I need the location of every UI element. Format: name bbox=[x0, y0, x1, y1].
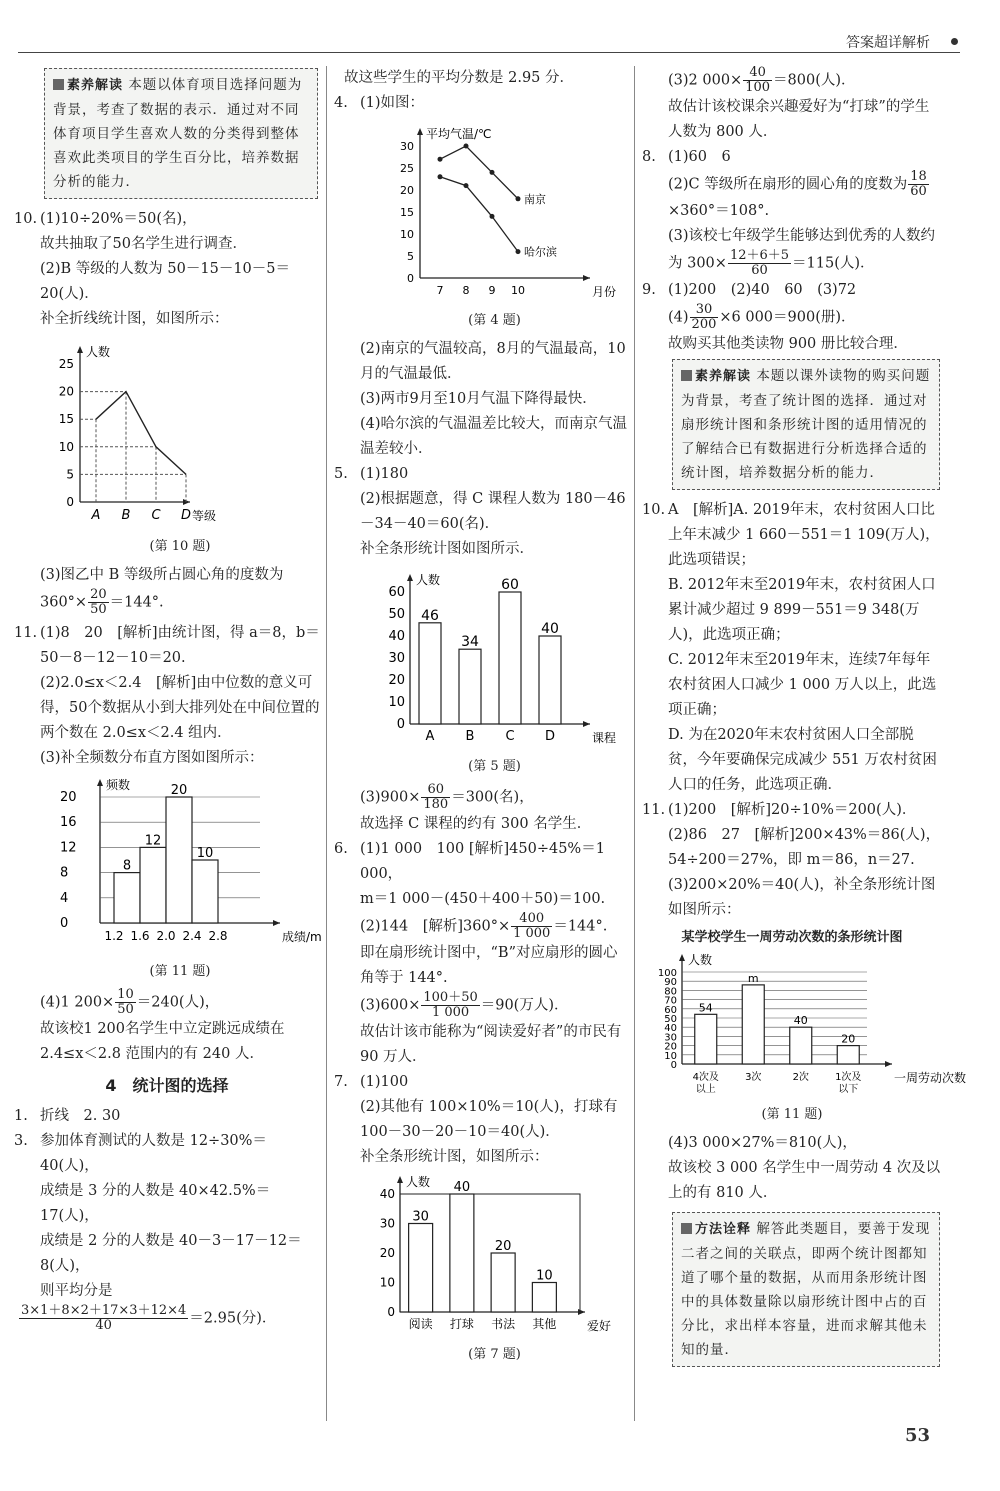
answer-11 bbox=[642, 798, 942, 923]
y-tick-label: 20 bbox=[60, 790, 77, 805]
bar bbox=[166, 797, 192, 923]
x-tick-label: 以上 bbox=[695, 1084, 716, 1095]
column-divider bbox=[326, 66, 327, 1421]
x-tick-label: 书法 bbox=[491, 1317, 516, 1331]
box-tag: 素养解读 bbox=[681, 369, 751, 384]
data-label: 40 bbox=[453, 1180, 471, 1195]
denominator: 1 000 bbox=[513, 926, 551, 941]
fraction bbox=[690, 303, 719, 332]
column-divider bbox=[634, 66, 635, 1421]
data-point bbox=[464, 183, 469, 188]
y-axis-label: 平均气温/℃ bbox=[426, 127, 492, 141]
answer-line: (1)200 [解析]20÷10%＝200(人)． bbox=[668, 802, 917, 818]
x-arrow-icon bbox=[885, 1061, 892, 1067]
y-tick-label: 20 bbox=[664, 1041, 677, 1053]
numerator: 30 bbox=[690, 303, 719, 318]
y-tick-label: 30 bbox=[664, 1032, 677, 1044]
y-tick-label: 0 bbox=[387, 1305, 395, 1319]
answer-3 bbox=[14, 1129, 320, 1304]
answer-line: (2)86 27 [解析]200×43%＝86(人)，54÷200＝27%，即 m＝86，n＝27. bbox=[668, 827, 941, 868]
y-tick-label: 0 bbox=[66, 495, 74, 509]
numerator: 60 bbox=[421, 783, 450, 798]
answer-line: (1)10÷20%＝50(名)， bbox=[40, 211, 197, 227]
answer-line: 补全折线统计图，如图所示： bbox=[40, 311, 229, 327]
x-axis-label: 一周劳动次数 bbox=[894, 1071, 967, 1085]
y-arrow-icon bbox=[417, 128, 423, 135]
data-label: 60 bbox=[501, 577, 519, 593]
y-tick-label: 20 bbox=[388, 673, 405, 688]
x-tick-label: B bbox=[465, 729, 475, 744]
data-label: 30 bbox=[412, 1209, 429, 1225]
y-tick-label: 20 bbox=[400, 184, 414, 197]
x-tick-label: 2次 bbox=[792, 1072, 809, 1083]
data-point bbox=[438, 174, 443, 179]
data-point bbox=[490, 170, 495, 175]
answer-line: 成绩是 3 分的人数是 40×42.5%＝17(人)， bbox=[40, 1183, 271, 1224]
figure-caption: (第 11 题) bbox=[149, 964, 211, 979]
y-tick-label: 10 bbox=[664, 1050, 677, 1062]
question-number: 6. bbox=[334, 841, 348, 857]
numerator: 10 bbox=[117, 987, 134, 1002]
answer-line: 故该校1 200名学生中立定跳远成绩在 2.4≤x＜2.8 范围内的有 240 人． bbox=[40, 1021, 285, 1062]
y-tick-label: 50 bbox=[388, 607, 405, 622]
answer-line: (3)图乙中 B 等级所占圆心角的度数为 360°× bbox=[40, 567, 284, 611]
y-tick-label: 30 bbox=[400, 140, 414, 153]
answer-line: 即在扇形统计图中，“B”对应扇形的圆心角等于 144°. bbox=[360, 945, 618, 986]
series-line bbox=[440, 146, 518, 199]
answer-line: (1)100 bbox=[360, 1074, 409, 1090]
fraction bbox=[421, 783, 450, 812]
answer-line: 故估计该校课余兴趣爱好为“打球”的学生人数为 800 人． bbox=[668, 99, 930, 140]
y-arrow-icon bbox=[77, 346, 83, 353]
figure-caption: (第 11 题) bbox=[761, 1107, 823, 1122]
y-tick-label: 25 bbox=[58, 357, 74, 371]
fraction bbox=[728, 249, 791, 278]
fraction bbox=[19, 1304, 188, 1333]
answer-line: (3)600× bbox=[360, 997, 421, 1014]
question-number: 4. bbox=[334, 95, 348, 111]
chart-fig11 bbox=[40, 773, 322, 959]
answer-line: (3)2 000× bbox=[668, 72, 743, 89]
answer-line: (1)180 bbox=[360, 466, 409, 482]
question-number: 8. bbox=[642, 149, 656, 165]
answer-line: (4)哈尔滨的气温温差比较大，而南京气温温差较小． bbox=[360, 416, 628, 457]
answer-line: (3)两市9月至10月气温下降得最快． bbox=[360, 391, 597, 407]
numerator: 20 bbox=[90, 587, 107, 602]
chart-fig7 bbox=[360, 1172, 620, 1342]
y-tick-label: 30 bbox=[388, 651, 405, 666]
numerator: 100＋50 bbox=[423, 990, 478, 1005]
x-tick-label: A bbox=[425, 729, 435, 744]
answer-line: (1)如图： bbox=[360, 95, 425, 111]
numerator: 3×1＋8×2＋17×3＋12×4 bbox=[21, 1303, 187, 1318]
answer-line: D. 为在2020年末农村贫困人口全部脱贫，今年要确保完成减少 551 万农村贫困人口的任务，此选项正确． bbox=[668, 727, 937, 793]
y-arrow-icon bbox=[397, 1176, 403, 1183]
x-tick-label: 1.6 bbox=[130, 929, 150, 943]
y-tick-label: 40 bbox=[664, 1023, 677, 1035]
box-text: 本题以体育项目选择问题为背景，考查了数据的表示．通过对不同体育项目学生喜欢人数的分类得到整体喜欢此类项目的学生百分比，培养数据分析的能力． bbox=[53, 77, 303, 190]
y-arrow-icon bbox=[407, 574, 413, 581]
answer-line: 故这些学生的平均分数是 2.95 分． bbox=[344, 70, 575, 86]
question-number: 5. bbox=[334, 466, 348, 482]
bar bbox=[695, 1014, 717, 1064]
x-axis-label: 月份 bbox=[592, 285, 617, 299]
bar bbox=[419, 623, 441, 724]
bar bbox=[790, 1027, 812, 1064]
answer-line: (1)200 (2)40 60 (3)72 bbox=[668, 282, 857, 298]
question-number: 11. bbox=[14, 625, 38, 641]
y-tick-label: 10 bbox=[379, 1275, 395, 1290]
answer-line: 故购买其他类读物 900 册比较合理． bbox=[668, 336, 908, 352]
x-axis-label: 课程 bbox=[592, 731, 617, 745]
y-tick-label: 0 bbox=[60, 916, 69, 931]
bar bbox=[192, 860, 218, 923]
y-tick-label: 10 bbox=[400, 228, 414, 241]
y-tick-label: 80 bbox=[664, 986, 677, 998]
y-tick-label: 0 bbox=[396, 717, 405, 732]
x-tick-label: D bbox=[544, 729, 556, 744]
data-label: 54 bbox=[698, 1001, 713, 1015]
question-number: 10. bbox=[14, 211, 38, 227]
series-label: 哈尔滨 bbox=[524, 245, 557, 259]
literacy-box bbox=[672, 359, 940, 490]
x-tick-label: 2.0 bbox=[156, 929, 176, 943]
x-arrow-icon bbox=[583, 721, 590, 727]
y-tick-label: 30 bbox=[379, 1216, 395, 1231]
answer-line: 成绩是 2 分的人数是 40－3－17－12＝8(人)， bbox=[40, 1233, 302, 1274]
column-2 bbox=[334, 66, 629, 1371]
x-arrow-icon bbox=[583, 275, 590, 281]
x-tick-label: 2.4 bbox=[182, 929, 202, 943]
x-tick-label: C bbox=[151, 508, 161, 523]
y-tick-label: 60 bbox=[664, 1004, 677, 1016]
x-axis-label: 成绩/m bbox=[282, 930, 322, 944]
y-tick-label: 16 bbox=[60, 815, 77, 831]
y-axis-label: 人数 bbox=[86, 345, 111, 359]
bar bbox=[539, 636, 561, 724]
fraction bbox=[421, 991, 479, 1020]
denominator: 200 bbox=[691, 317, 717, 332]
data-label: 40 bbox=[793, 1014, 808, 1028]
chart-fig10 bbox=[40, 334, 240, 534]
answer-line: ×360°＝108°. bbox=[668, 203, 770, 219]
bar bbox=[837, 1046, 859, 1064]
denominator: 40 bbox=[95, 1318, 112, 1333]
answer-line: (4)3 000×27%＝810(人)， bbox=[668, 1135, 857, 1151]
chart-title: 某学校学生一周劳动次数的条形统计图 bbox=[681, 930, 903, 945]
answer-line: ＝300(名)， bbox=[451, 789, 534, 806]
answer-line: 折线 2. 30 bbox=[40, 1108, 121, 1124]
data-label: 20 bbox=[170, 783, 188, 798]
y-tick-label: 10 bbox=[388, 695, 405, 710]
answer-line: ＝240(人)， bbox=[136, 994, 220, 1011]
answer-line: (3)补全频数分布直方图如图所示： bbox=[40, 750, 264, 766]
answer-10 bbox=[14, 207, 320, 617]
literacy-box bbox=[44, 68, 318, 199]
box-tag: 方法诠释 bbox=[681, 1222, 751, 1237]
fraction bbox=[115, 988, 136, 1017]
answer-10 bbox=[642, 498, 942, 798]
x-tick-label: A bbox=[91, 508, 101, 523]
answer-line: 补全条形统计图如图所示． bbox=[360, 541, 534, 557]
denominator: 100 bbox=[745, 80, 771, 95]
y-tick-label: 20 bbox=[379, 1246, 395, 1260]
x-tick-label: 10 bbox=[511, 284, 525, 297]
y-tick-label: 5 bbox=[66, 467, 74, 482]
y-tick-label: 15 bbox=[400, 206, 414, 219]
chart-fig11b bbox=[642, 952, 967, 1102]
bar bbox=[114, 873, 140, 923]
bar bbox=[409, 1224, 433, 1313]
answer-9 bbox=[642, 278, 942, 357]
answer-line: ＝144°. bbox=[109, 594, 164, 611]
y-tick-label: 40 bbox=[379, 1187, 395, 1201]
figure-caption: (第 10 题) bbox=[149, 539, 211, 554]
answer-line: m＝1 000－(450＋400＋50)＝100. bbox=[360, 891, 606, 907]
data-point bbox=[490, 214, 495, 219]
x-axis-label: 等级 bbox=[192, 509, 217, 523]
answer-line: 故估计该市能称为“阅读爱好者”的市民有 90 万人． bbox=[360, 1024, 622, 1065]
y-axis-label: 人数 bbox=[688, 953, 713, 967]
y-tick-label: 50 bbox=[664, 1014, 677, 1025]
answer-line: ＝115(人)． bbox=[792, 255, 875, 272]
bar bbox=[742, 985, 764, 1064]
page-header bbox=[18, 30, 960, 53]
answer-line: (2)B 等级的人数为 50－15－10－5＝20(人)． bbox=[40, 261, 290, 302]
chart-fig5 bbox=[360, 564, 620, 754]
y-tick-label: 20 bbox=[58, 384, 74, 399]
y-tick-label: 90 bbox=[664, 977, 677, 989]
y-tick-label: 8 bbox=[60, 865, 69, 881]
answer-line: 补全条形统计图，如图所示： bbox=[360, 1149, 549, 1165]
answer-line: C. 2012年末至2019年末，连续7年每年农村贫困人口减少 1 000 万人以上，此选项正确； bbox=[668, 652, 937, 718]
chart-fig4 bbox=[360, 118, 620, 308]
answer-line: (3)200×20%＝40(人)，补全条形统计图如图所示： bbox=[668, 877, 936, 918]
answer-line: ＝800(人)． bbox=[773, 72, 856, 89]
x-tick-label: 3次 bbox=[745, 1072, 762, 1083]
data-label: 46 bbox=[421, 607, 439, 624]
answer-line: 故选择 C 课程的约有 300 名学生． bbox=[360, 816, 592, 832]
numerator: 12＋6＋5 bbox=[729, 248, 790, 263]
answer-line: ＝2.95(分)． bbox=[189, 1310, 277, 1327]
answer-line: (2)根据题意，得 C 课程人数为 180－46－34－40＝60(名)． bbox=[360, 491, 626, 532]
y-arrow-icon bbox=[97, 779, 103, 786]
fraction bbox=[511, 912, 552, 941]
denominator: 50 bbox=[117, 1002, 134, 1017]
y-axis-label: 人数 bbox=[416, 573, 441, 587]
data-point bbox=[464, 144, 469, 149]
x-tick-label: 4次及 bbox=[692, 1072, 719, 1083]
section-title: 4 统计图的选择 bbox=[105, 1076, 229, 1095]
answer-line: ＝90(万人)． bbox=[480, 997, 569, 1014]
answer-7 bbox=[334, 1070, 629, 1367]
y-tick-label: 40 bbox=[388, 629, 405, 644]
question-number: 3. bbox=[14, 1133, 28, 1149]
question-number: 11. bbox=[642, 802, 666, 818]
data-label: 10 bbox=[536, 1268, 553, 1284]
answer-line: A [解析]A. 2019年末，农村贫困人口比上年末减少 1 660－551＝1 109(万人)，此选项错误； bbox=[668, 502, 940, 568]
box-text: 本题以课外读物的购买问题为背景，考查了统计图的选择．通过对扇形统计图和条形统计图的适用情况的了解结合已有数据进行分析选择合适的统计图，培养数据分析的能力． bbox=[681, 368, 931, 481]
x-tick-label: C bbox=[505, 729, 515, 744]
x-tick-label: B bbox=[121, 508, 131, 523]
answer-line: (3)该校七年级学生能够达到优秀的人数约为 300× bbox=[668, 228, 936, 272]
answer-line: ＝144°. bbox=[553, 918, 608, 935]
answer-line: (2)2.0≤x＜2.4 [解析]由中位数的意义可得，50个数据从小到大排列处在中间位置的两个数在 2.0≤x＜2.4 组内． bbox=[40, 675, 320, 741]
answer-11 bbox=[14, 621, 320, 1067]
answer-7-continued bbox=[642, 66, 942, 145]
answer-line: (4) bbox=[668, 309, 689, 326]
method-box bbox=[672, 1212, 940, 1367]
numerator: 40 bbox=[743, 66, 772, 81]
series-label: 南京 bbox=[524, 192, 546, 206]
data-label: 8 bbox=[122, 858, 132, 874]
answer-line: (4)1 200× bbox=[40, 994, 115, 1011]
answer-4 bbox=[334, 91, 629, 462]
y-tick-label: 4 bbox=[60, 890, 69, 906]
y-tick-label: 0 bbox=[670, 1060, 677, 1071]
fraction bbox=[88, 588, 109, 617]
question-number: 7. bbox=[334, 1074, 348, 1090]
denominator: 1 000 bbox=[431, 1005, 470, 1020]
answer-line: (2)其他有 100×10%＝10(人)，打球有 100－30－20－10＝40(人)． bbox=[360, 1099, 618, 1140]
figure-caption: (第 5 题) bbox=[468, 759, 521, 774]
y-axis-label: 频数 bbox=[106, 778, 131, 792]
box-text: 解答此类题目，要善于发现二者之间的关联点，即两个统计图都知道了哪个量的数据，从而用条形统计图中的具体数量除以扇形统计图中占的百分比，求出样本容量，进而求解其他未知的量． bbox=[681, 1221, 931, 1358]
column-1 bbox=[14, 66, 320, 1333]
column-3 bbox=[642, 65, 967, 1375]
y-tick-label: 60 bbox=[388, 585, 405, 600]
fraction bbox=[743, 66, 772, 95]
answer-11-continued bbox=[642, 1131, 942, 1206]
data-label: 10 bbox=[196, 846, 214, 861]
answer-line: 则平均分是 bbox=[40, 1283, 113, 1299]
data-label: 12 bbox=[144, 833, 162, 849]
x-tick-label: 2.8 bbox=[208, 929, 228, 943]
x-tick-label: D bbox=[180, 508, 192, 523]
y-tick-label: 15 bbox=[58, 412, 74, 427]
question-number: 9. bbox=[642, 282, 656, 298]
question-number: 1. bbox=[14, 1108, 28, 1124]
answer-line: (2)南京的气温较高，8月的气温最高，10月的气温最低． bbox=[360, 341, 626, 382]
data-label: 20 bbox=[494, 1239, 512, 1254]
series-line bbox=[440, 177, 518, 252]
answer-line: ×6 000＝900(册)． bbox=[719, 309, 856, 326]
data-label: m bbox=[747, 971, 759, 985]
answer-line: (3)900× bbox=[360, 789, 421, 806]
y-tick-label: 100 bbox=[657, 968, 677, 979]
figure-caption: (第 4 题) bbox=[468, 313, 521, 328]
figure-caption: (第 7 题) bbox=[468, 1347, 521, 1362]
answer-line: 参加体育测试的人数是 12÷30%＝40(人)， bbox=[40, 1133, 267, 1174]
answer-1 bbox=[14, 1104, 320, 1129]
answer-line: (2)C 等级所在扇形的圆心角的度数为 bbox=[668, 176, 908, 193]
x-tick-label: 8 bbox=[462, 284, 470, 297]
data-label: 40 bbox=[541, 621, 559, 637]
fraction bbox=[908, 170, 929, 199]
header-title: 答案超详解析 bbox=[846, 35, 930, 51]
numerator: 400 bbox=[511, 912, 552, 927]
y-tick-label: 70 bbox=[664, 995, 677, 1007]
page-number: 53 bbox=[904, 1425, 930, 1446]
bar bbox=[532, 1283, 556, 1313]
y-tick-label: 10 bbox=[58, 439, 74, 454]
answer-5 bbox=[334, 462, 629, 837]
x-axis-label: 爱好 bbox=[587, 1319, 612, 1333]
bar bbox=[450, 1194, 474, 1312]
x-tick-label: 9 bbox=[488, 284, 496, 297]
data-label: 34 bbox=[461, 634, 479, 651]
header-dot-icon bbox=[951, 38, 958, 45]
y-tick-label: 12 bbox=[60, 840, 77, 856]
x-tick-label: 阅读 bbox=[408, 1317, 433, 1331]
denominator: 50 bbox=[90, 602, 107, 617]
x-arrow-icon bbox=[273, 920, 280, 926]
x-tick-label: 其他 bbox=[532, 1317, 557, 1331]
series-line bbox=[96, 392, 186, 475]
answer-line: 故共抽取了50名学生进行调查． bbox=[40, 236, 247, 252]
denominator: 180 bbox=[423, 797, 449, 812]
bar bbox=[140, 847, 166, 923]
x-tick-label: 1.2 bbox=[104, 929, 124, 943]
y-axis-label: 人数 bbox=[406, 1175, 431, 1189]
box-tag: 素养解读 bbox=[53, 78, 123, 93]
y-tick-label: 5 bbox=[407, 250, 414, 263]
data-label: 20 bbox=[841, 1032, 856, 1046]
x-tick-label: 7 bbox=[436, 284, 444, 297]
bar bbox=[499, 592, 521, 724]
data-point bbox=[516, 249, 521, 254]
answer-line: (1)1 000 100 [解析]450÷45%＝1 000， bbox=[360, 841, 605, 882]
data-point bbox=[438, 157, 443, 162]
y-tick-label: 25 bbox=[400, 162, 414, 175]
numerator: 18 bbox=[910, 169, 927, 184]
answer-6 bbox=[334, 837, 629, 1070]
answer-8 bbox=[642, 145, 942, 278]
answer-line: (1)60 6 bbox=[668, 149, 731, 165]
x-tick-label: 1次及 bbox=[835, 1072, 862, 1083]
answer-line: B. 2012年末至2019年末，农村贫困人口累计减少超过 9 899－551＝9 348(万人)，此选项正确； bbox=[668, 577, 936, 643]
denominator: 60 bbox=[751, 263, 768, 278]
bar bbox=[459, 649, 481, 724]
bar bbox=[491, 1253, 515, 1312]
answer-line: 故该校 3 000 名学生中一周劳动 4 次及以上的有 810 人． bbox=[668, 1160, 941, 1201]
x-tick-label: 打球 bbox=[449, 1317, 474, 1331]
denominator: 60 bbox=[910, 184, 927, 199]
y-tick-label: 0 bbox=[407, 272, 414, 285]
answer-line: (1)8 20 [解析]由统计图，得 a＝8，b＝50－8－12－10＝20. bbox=[40, 625, 320, 666]
x-tick-label: 以下 bbox=[838, 1084, 859, 1095]
data-point bbox=[516, 196, 521, 201]
question-number: 10. bbox=[642, 502, 666, 518]
answer-line: (2)144 [解析]360°× bbox=[360, 918, 511, 935]
y-arrow-icon bbox=[679, 954, 685, 961]
